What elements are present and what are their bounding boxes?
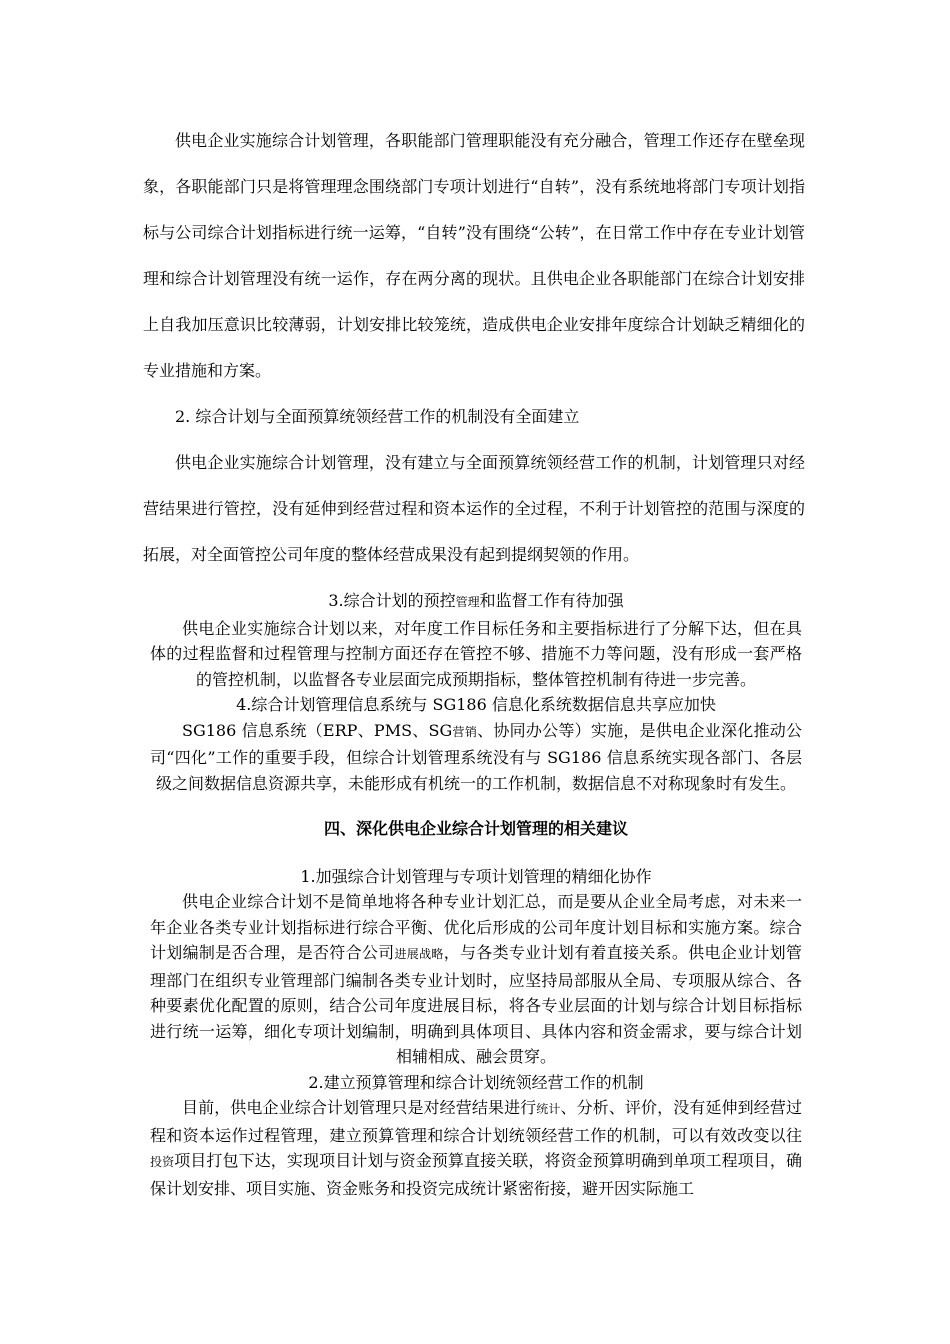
paragraph-sg186-part2: 、协同办公等）实施，是供电企业深化推动公司“四化”工作的重要手段，但综合计划管理系统没有与 SG186 信息系统实现各部门、各层级之间数据信息资源共享，未能形成有机统一的工作机制，数据信息不对称现象时有发生。 bbox=[150, 720, 802, 793]
paragraph-refined-coordination bbox=[150, 889, 802, 1070]
paragraph-professional-coordination: 供电企业实施综合计划管理，各职能部门管理职能没有充分融合，管理工作还存在壁垒现象，各职能部门只是将管理理念围绕部门专项计划进行“自转”，没有系统地将部门专项计划指标与公司综合计划指标进行统一运筹，“自转”没有围绕“公转”，在日常工作中存在专业计划管理和综合计划管理没有统一运作，存在两分离的现状。且供电企业各职能部门在综合计划安排上自我加压意识比较薄弱，计划安排比较笼统，造成供电企业安排年度综合计划缺乏精细化的专业措施和方案。 bbox=[143, 131, 805, 380]
subheading-precontrol bbox=[150, 588, 802, 616]
paragraph-sg186 bbox=[150, 718, 802, 797]
paragraph-refined-part2: ，与各类专业计划有着直接关系。供电企业计划管理部门在组织专业管理部门编制各类专业计划时，应坚持局部服从全局、专项服从综合、各种要素优化配置的原则，结合公司年度进展目标，将各专业层面的计划与综合计划目标指标进行统一运筹，细化专项计划编制，明确到具体项目、具体内容和资金需求，要与综合计划相辅相成、融会贯穿。 bbox=[150, 943, 802, 1066]
paragraph-budget-plan-mechanism bbox=[150, 1095, 802, 1201]
section-dense-text bbox=[150, 588, 802, 1201]
subheading-refined-coordination: 1.加强综合计划管理与专项计划管理的精细化协作 bbox=[300, 866, 652, 886]
paragraph-budget-small2: 投资 bbox=[150, 1155, 175, 1169]
section-heading-suggestions: 四、深化供电企业综合计划管理的相关建议 bbox=[323, 819, 628, 838]
subheading-precontrol-part2: 和监督工作有待加强 bbox=[479, 591, 624, 610]
subheading-precontrol-small: 管理 bbox=[455, 595, 480, 609]
paragraph-precontrol: 供电企业实施综合计划以来，对年度工作目标任务和主要指标进行了分解下达，但在具体的过程监督和过程管理与控制方面还存在管控不够、措施不力等问题，没有形成一套严格的管控机制，以监督各专业层面完成预期指标，整体管控机制有待进一步完善。 bbox=[150, 618, 802, 689]
paragraph-sg186-small: 营销 bbox=[452, 724, 478, 739]
paragraph-budget-part2: 、分析、评价，没有延伸到经营过程和资本运作过程管理，建立预算管理和综合计划统领经营工作的机制，可以有效改变以往 bbox=[150, 1098, 802, 1145]
subheading-budget-mechanism: 2. 综合计划与全面预算统领经营工作的机制没有全面建立 bbox=[175, 407, 580, 426]
subheading-precontrol-part1: 3.综合计划的预控 bbox=[328, 591, 456, 610]
paragraph-budget-small1: 统计 bbox=[536, 1102, 561, 1116]
section-problems-continued bbox=[143, 118, 805, 578]
paragraph-sg186-part1: SG186 信息系统（ERP、PMS、SG bbox=[182, 720, 453, 740]
paragraph-budget-part1: 目前，供电企业综合计划管理只是对经营结果进行 bbox=[182, 1098, 537, 1117]
paragraph-refined-small: 进展战略 bbox=[394, 947, 444, 961]
paragraph-budget-mechanism: 供电企业实施综合计划管理，没有建立与全面预算统领经营工作的机制，计划管理只对经营结果进行管控，没有延伸到经营过程和资本运作的全过程，不利于计划管控的范围与深度的拓展，对全面管控公司年度的整体经营成果没有起到提纲契领的作用。 bbox=[143, 453, 805, 564]
subheading-sg186: 4.综合计划管理信息系统与 SG186 信息化系统数据信息共享应加快 bbox=[236, 695, 716, 714]
subheading-budget-plan-mechanism: 2.建立预算管理和综合计划统领经营工作的机制 bbox=[308, 1072, 644, 1092]
paragraph-refined-part1: 供电企业综合计划不是简单地将各种专业计划汇总，而是要从企业全局考虑，对未来一年企业各类专业计划指标进行综合平衡、优化后形成的公司年度计划目标和实施方案。综合计划编制是否合理，是否符合公司 bbox=[150, 892, 802, 962]
paragraph-budget-part3: 项目打包下达，实现项目计划与资金预算直接关联，将资金预算明确到单项工程项目，确保计划安排、项目实施、资金账务和投资完成统计紧密衔接，避开因实际施工 bbox=[150, 1151, 802, 1198]
